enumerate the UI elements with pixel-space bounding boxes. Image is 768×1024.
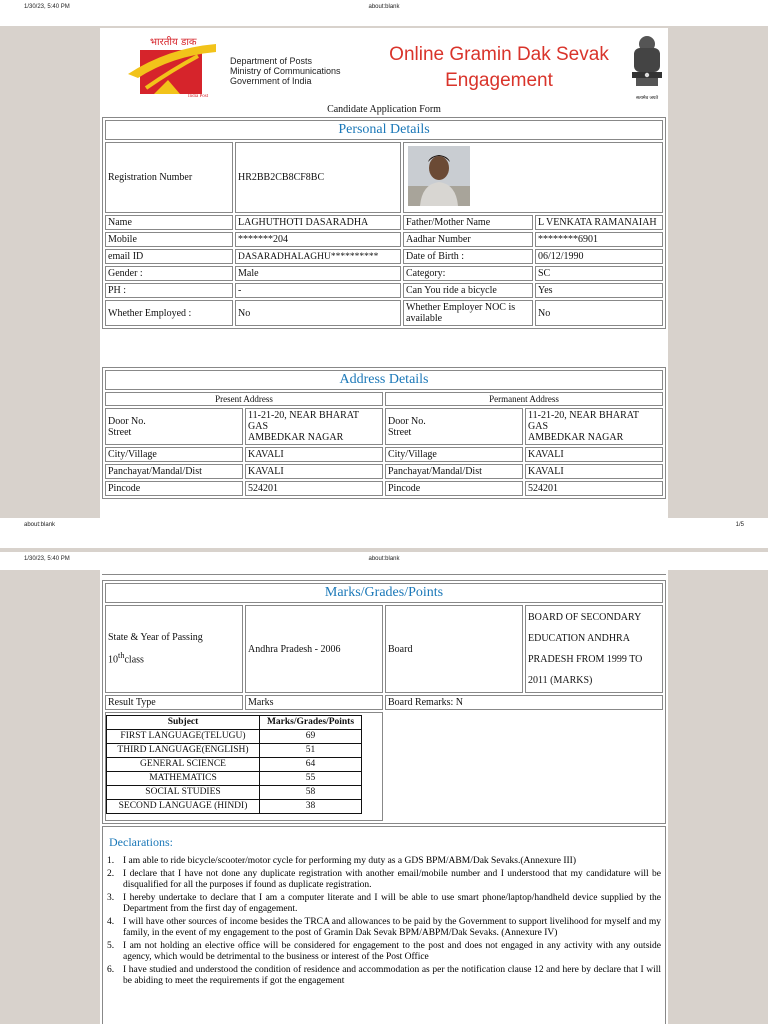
ph-value: - bbox=[235, 283, 401, 298]
print-timestamp: 1/30/23, 5:40 PM bbox=[24, 4, 70, 10]
photo-cell bbox=[403, 142, 663, 213]
subject-name: SECOND LANGUAGE (HINDI) bbox=[107, 800, 260, 814]
permanent-city-value: KAVALI bbox=[525, 447, 663, 462]
item-text: I am not holding an elective office will be considered for engagement to the post and does not engaged in any activity with any outside agency, which would be detrimental to the business or interest of the Post Office bbox=[123, 941, 661, 962]
class-number: 10 bbox=[108, 654, 118, 666]
header-banner bbox=[102, 30, 666, 102]
subject-marks-table bbox=[106, 715, 362, 814]
permanent-city-label: City/Village bbox=[385, 447, 523, 462]
ashoka-emblem-icon bbox=[628, 34, 666, 90]
gender-label: Gender : bbox=[105, 266, 233, 281]
table-row bbox=[107, 744, 362, 758]
permanent-pincode-label: Pincode bbox=[385, 481, 523, 496]
list-item bbox=[107, 917, 661, 939]
table-row bbox=[107, 758, 362, 772]
class-suffix: th bbox=[118, 650, 125, 660]
state-year-value: Andhra Pradesh - 2006 bbox=[245, 605, 383, 693]
noc-label: Whether Employer NOC is available bbox=[403, 300, 533, 326]
result-type-value: Marks bbox=[245, 695, 383, 710]
print-timestamp: 1/30/23, 5:40 PM bbox=[24, 556, 70, 562]
mobile-label: Mobile bbox=[105, 232, 233, 247]
declarations-title: Declarations: bbox=[109, 835, 173, 849]
board-remarks: Board Remarks: N bbox=[385, 695, 663, 710]
employed-value: No bbox=[235, 300, 401, 326]
print-header-2 bbox=[0, 552, 768, 570]
print-header bbox=[0, 0, 768, 26]
door-line1: 11-21-20, NEAR BHARAT GAS bbox=[528, 410, 639, 432]
category-value: SC bbox=[535, 266, 663, 281]
dept-line: Department of Posts bbox=[230, 56, 313, 66]
item-number: 6. bbox=[107, 965, 115, 975]
subject-name: GENERAL SCIENCE bbox=[107, 758, 260, 772]
subject-marks: 64 bbox=[260, 758, 362, 772]
list-item bbox=[107, 893, 661, 915]
item-number: 4. bbox=[107, 917, 115, 927]
personal-details-title: Personal Details bbox=[105, 120, 663, 140]
item-text: I have studied and understood the condition of residence and accommodation as per the notification clause 12 and here by declare that I will be abiding to meet the requirements if got the engagement bbox=[123, 965, 661, 986]
door-line2: AMBEDKAR NAGAR bbox=[528, 432, 624, 443]
result-type-label: Result Type bbox=[105, 695, 243, 710]
item-number: 3. bbox=[107, 893, 115, 903]
subject-marks: 58 bbox=[260, 786, 362, 800]
portal-title-line2: Engagement bbox=[445, 70, 553, 91]
logo-caption: India Post bbox=[188, 94, 209, 99]
address-details-table bbox=[102, 367, 666, 499]
parent-value: L VENKATA RAMANAIAH bbox=[535, 215, 663, 230]
dept-line: Ministry of Communications bbox=[230, 66, 341, 76]
dob-value: 06/12/1990 bbox=[535, 249, 663, 264]
national-emblem bbox=[628, 34, 666, 100]
print-title: about:blank bbox=[368, 556, 400, 562]
registration-value: HR2BB2CB8CF8BC bbox=[235, 142, 401, 213]
item-text: I will have other sources of income besides the TRCA and allowances to be paid by the Government to support livelihood for myself and my family, in the event of my engagement to the post of Gramin Dak Sevak BPM/ABPM/Dak Sevaks. (Annexure IV) bbox=[123, 917, 661, 938]
table-row bbox=[107, 730, 362, 744]
present-pincode-value: 524201 bbox=[245, 481, 383, 496]
present-pincode-label: Pincode bbox=[105, 481, 243, 496]
item-text: I hereby undertake to declare that I am a computer literate and I will be able to use smart phone/laptop/handheld device supplied by the Department from the first day of engagement. bbox=[123, 893, 661, 914]
street-label: Street bbox=[108, 426, 132, 438]
employed-label: Whether Employed : bbox=[105, 300, 233, 326]
print-footer bbox=[0, 518, 768, 548]
footer-url: about:blank bbox=[24, 522, 56, 528]
table-row bbox=[107, 786, 362, 800]
portal-title-line1: Online Gramin Dak Sevak bbox=[389, 44, 609, 65]
subject-marks-cell bbox=[105, 712, 383, 821]
subject-marks: 69 bbox=[260, 730, 362, 744]
portal-title bbox=[374, 42, 624, 94]
department-text bbox=[230, 56, 341, 86]
dob-label: Date of Birth : bbox=[403, 249, 533, 264]
door-line1: 11-21-20, NEAR BHARAT GAS bbox=[248, 410, 359, 432]
gender-value: Male bbox=[235, 266, 401, 281]
registration-label: Registration Number bbox=[105, 142, 233, 213]
item-number: 2. bbox=[107, 869, 115, 879]
street-label: Street bbox=[388, 426, 412, 438]
present-city-label: City/Village bbox=[105, 447, 243, 462]
subject-name: FIRST LANGUAGE(TELUGU) bbox=[107, 730, 260, 744]
board-label: Board bbox=[385, 605, 523, 693]
item-text: I declare that I have not done any duplicate registration with another email/mobile number and I understood that my candidature will be disqualified for all the purposes if found as duplicate registration. bbox=[123, 869, 661, 890]
print-title: about:blank bbox=[368, 4, 400, 10]
table-row bbox=[107, 772, 362, 786]
door-label: Door No. bbox=[108, 415, 146, 427]
door-label: Door No. bbox=[388, 415, 426, 427]
class-word: class bbox=[124, 654, 144, 666]
empty-cell bbox=[385, 712, 663, 821]
door-line2: AMBEDKAR NAGAR bbox=[248, 432, 344, 443]
emblem-caption: सत्यमेव जयते bbox=[635, 96, 659, 101]
subject-name: SOCIAL STUDIES bbox=[107, 786, 260, 800]
aadhar-label: Aadhar Number bbox=[403, 232, 533, 247]
subject-marks: 38 bbox=[260, 800, 362, 814]
permanent-pincode-value: 524201 bbox=[525, 481, 663, 496]
email-label: email ID bbox=[105, 249, 233, 264]
aadhar-value: ********6901 bbox=[535, 232, 663, 247]
marks-header: Marks/Grades/Points bbox=[260, 716, 362, 730]
permanent-address-heading: Permanent Address bbox=[385, 392, 663, 406]
present-door-label bbox=[105, 408, 243, 445]
declarations-box bbox=[102, 826, 666, 1024]
subject-header: Subject bbox=[107, 716, 260, 730]
logo-hindi-text: भारतीय डाक bbox=[150, 37, 197, 48]
board-value: BOARD OF SECONDARY EDUCATION ANDHRA PRADESH FROM 1999 TO 2011 (MARKS) bbox=[525, 605, 663, 693]
marks-table bbox=[102, 580, 666, 824]
class-label bbox=[108, 647, 240, 669]
personal-details-table bbox=[102, 117, 666, 329]
permanent-panchayat-label: Panchayat/Mandal/Dist bbox=[385, 464, 523, 479]
present-panchayat-value: KAVALI bbox=[245, 464, 383, 479]
state-year-label-text: State & Year of Passing bbox=[108, 631, 203, 643]
india-post-logo bbox=[128, 36, 216, 99]
noc-value: No bbox=[535, 300, 663, 326]
dept-line: Government of India bbox=[230, 76, 312, 86]
present-panchayat-label: Panchayat/Mandal/Dist bbox=[105, 464, 243, 479]
list-item bbox=[107, 869, 661, 891]
subject-name: MATHEMATICS bbox=[107, 772, 260, 786]
list-item bbox=[107, 965, 661, 987]
candidate-photo bbox=[408, 146, 470, 206]
table-row bbox=[107, 800, 362, 814]
bicycle-label: Can You ride a bicycle bbox=[403, 283, 533, 298]
present-city-value: KAVALI bbox=[245, 447, 383, 462]
email-value: DASARADHALAGHU********** bbox=[235, 249, 401, 264]
permanent-door-value bbox=[525, 408, 663, 445]
present-address-heading: Present Address bbox=[105, 392, 383, 406]
item-number: 1. bbox=[107, 856, 115, 866]
page-2 bbox=[100, 570, 668, 1024]
bicycle-value: Yes bbox=[535, 283, 663, 298]
list-item bbox=[107, 856, 661, 867]
name-label: Name bbox=[105, 215, 233, 230]
present-door-value bbox=[245, 408, 383, 445]
subject-marks: 55 bbox=[260, 772, 362, 786]
mobile-value: *******204 bbox=[235, 232, 401, 247]
permanent-door-label bbox=[385, 408, 523, 445]
subject-marks: 51 bbox=[260, 744, 362, 758]
page-break-edge bbox=[102, 570, 666, 575]
ph-label: PH : bbox=[105, 283, 233, 298]
marks-title: Marks/Grades/Points bbox=[105, 583, 663, 603]
subject-name: THIRD LANGUAGE(ENGLISH) bbox=[107, 744, 260, 758]
parent-label: Father/Mother Name bbox=[403, 215, 533, 230]
name-value: LAGHUTHOTI DASARADHA bbox=[235, 215, 401, 230]
form-title: Candidate Application Form bbox=[327, 104, 441, 115]
state-year-label bbox=[105, 605, 243, 693]
category-label: Category: bbox=[403, 266, 533, 281]
address-details-title: Address Details bbox=[105, 370, 663, 390]
declarations-list bbox=[107, 856, 661, 987]
footer-page-number: 1/5 bbox=[735, 522, 744, 528]
page-1 bbox=[100, 28, 668, 518]
permanent-panchayat-value: KAVALI bbox=[525, 464, 663, 479]
list-item bbox=[107, 941, 661, 963]
item-number: 5. bbox=[107, 941, 115, 951]
item-text: I am able to ride bicycle/scooter/motor cycle for performing my duty as a GDS BPM/ABM/Dak Sevaks.(Annexure III) bbox=[123, 856, 576, 866]
